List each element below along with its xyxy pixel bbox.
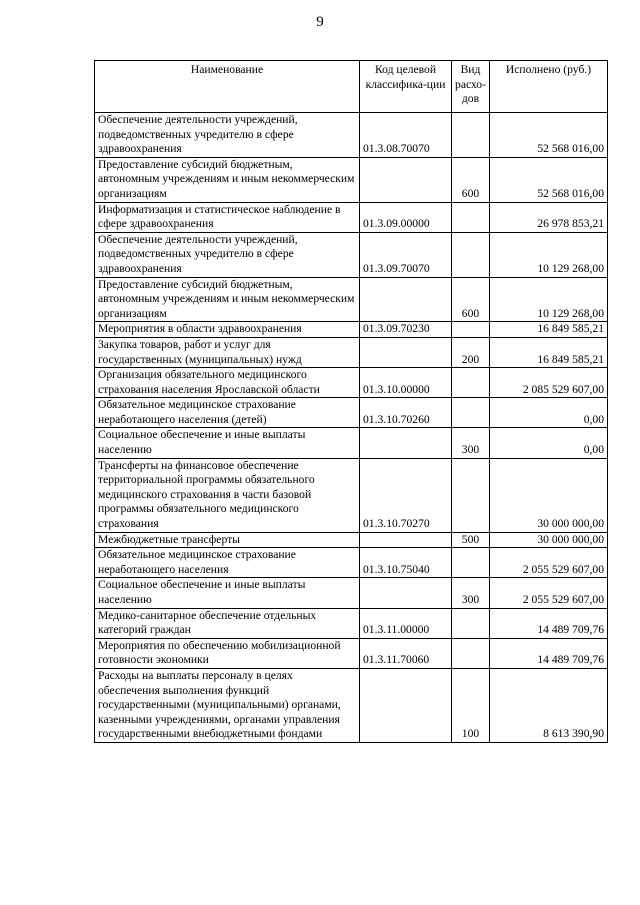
cell-amount: 0,00 <box>490 428 608 458</box>
cell-name: Предоставление субсидий бюджетным, автономным учреждениям и иным некоммерческим организациям <box>95 157 360 202</box>
cell-amount: 0,00 <box>490 398 608 428</box>
cell-code: 01.3.11.00000 <box>360 608 452 638</box>
cell-amount: 16 849 585,21 <box>490 337 608 367</box>
cell-name: Обеспечение деятельности учреждений, подведомственных учредителю в сфере здравоохранения <box>95 232 360 277</box>
cell-code: 01.3.10.75040 <box>360 548 452 578</box>
cell-code: 01.3.11.70060 <box>360 638 452 668</box>
cell-amount: 10 129 268,00 <box>490 277 608 322</box>
cell-name: Социальное обеспечение и иные выплаты населению <box>95 578 360 608</box>
cell-type: 300 <box>452 428 490 458</box>
cell-name: Социальное обеспечение и иные выплаты населению <box>95 428 360 458</box>
cell-amount: 52 568 016,00 <box>490 113 608 158</box>
cell-code: 01.3.10.70260 <box>360 398 452 428</box>
cell-name: Медико-санитарное обеспечение отдельных категорий граждан <box>95 608 360 638</box>
cell-amount: 30 000 000,00 <box>490 458 608 532</box>
table-row <box>95 113 608 158</box>
cell-type <box>452 638 490 668</box>
cell-type <box>452 398 490 428</box>
table-row <box>95 322 608 338</box>
cell-type: 500 <box>452 532 490 548</box>
table-row <box>95 337 608 367</box>
cell-name: Обязательное медицинское страхование неработающего населения (детей) <box>95 398 360 428</box>
cell-amount: 30 000 000,00 <box>490 532 608 548</box>
header-code: Код целевой классифика-ции <box>360 61 452 113</box>
table-row <box>95 532 608 548</box>
cell-type <box>452 322 490 338</box>
cell-name: Информатизация и статистическое наблюдение в сфере здравоохранения <box>95 202 360 232</box>
cell-name: Закупка товаров, работ и услуг для государственных (муниципальных) нужд <box>95 337 360 367</box>
cell-type: 200 <box>452 337 490 367</box>
table-row <box>95 277 608 322</box>
cell-type: 300 <box>452 578 490 608</box>
table-row <box>95 232 608 277</box>
cell-code <box>360 337 452 367</box>
table-row <box>95 548 608 578</box>
cell-amount: 14 489 709,76 <box>490 638 608 668</box>
table-row <box>95 608 608 638</box>
cell-code: 01.3.09.70070 <box>360 232 452 277</box>
header-name: Наименование <box>95 61 360 113</box>
cell-name: Трансферты на финансовое обеспечение территориальной программы обязательного медицинского страхования в части базовой программы обязательного медицинского страхования <box>95 458 360 532</box>
cell-amount: 10 129 268,00 <box>490 232 608 277</box>
cell-amount: 2 085 529 607,00 <box>490 368 608 398</box>
cell-type <box>452 608 490 638</box>
cell-type <box>452 548 490 578</box>
cell-name: Организация обязательного медицинского страхования населения Ярославской области <box>95 368 360 398</box>
table-row <box>95 398 608 428</box>
cell-name: Межбюджетные трансферты <box>95 532 360 548</box>
table-row <box>95 368 608 398</box>
cell-code <box>360 428 452 458</box>
table-row <box>95 202 608 232</box>
cell-code <box>360 277 452 322</box>
cell-amount: 2 055 529 607,00 <box>490 578 608 608</box>
cell-type: 600 <box>452 157 490 202</box>
cell-amount: 2 055 529 607,00 <box>490 548 608 578</box>
cell-amount: 8 613 390,90 <box>490 668 608 742</box>
cell-amount: 16 849 585,21 <box>490 322 608 338</box>
cell-type <box>452 368 490 398</box>
cell-type <box>452 113 490 158</box>
table-row <box>95 668 608 742</box>
page-number: 9 <box>316 14 324 30</box>
cell-name: Мероприятия по обеспечению мобилизационной готовности экономики <box>95 638 360 668</box>
cell-name: Мероприятия в области здравоохранения <box>95 322 360 338</box>
cell-code <box>360 157 452 202</box>
table-row <box>95 638 608 668</box>
cell-amount: 14 489 709,76 <box>490 608 608 638</box>
cell-type: 600 <box>452 277 490 322</box>
table-row <box>95 578 608 608</box>
table-row <box>95 157 608 202</box>
table-row <box>95 458 608 532</box>
table-header-row <box>95 61 608 113</box>
cell-type <box>452 202 490 232</box>
cell-type <box>452 458 490 532</box>
header-amount: Исполнено (руб.) <box>490 61 608 113</box>
cell-code: 01.3.09.00000 <box>360 202 452 232</box>
cell-name: Обеспечение деятельности учреждений, подведомственных учредителю в сфере здравоохранения <box>95 113 360 158</box>
cell-code: 01.3.10.00000 <box>360 368 452 398</box>
cell-code <box>360 668 452 742</box>
cell-amount: 26 978 853,21 <box>490 202 608 232</box>
cell-type <box>452 232 490 277</box>
cell-name: Расходы на выплаты персоналу в целях обеспечения выполнения функций государственными (муниципальными) органами, казенными учреждениями, органами управления государственными внебюджетными фондами <box>95 668 360 742</box>
table-row <box>95 428 608 458</box>
cell-code <box>360 578 452 608</box>
header-type: Вид расхо-дов <box>452 61 490 113</box>
expenditure-table <box>94 60 608 743</box>
cell-name: Обязательное медицинское страхование неработающего населения <box>95 548 360 578</box>
cell-name: Предоставление субсидий бюджетным, автономным учреждениям и иным некоммерческим организациям <box>95 277 360 322</box>
cell-code: 01.3.10.70270 <box>360 458 452 532</box>
cell-code: 01.3.08.70070 <box>360 113 452 158</box>
cell-amount: 52 568 016,00 <box>490 157 608 202</box>
cell-code <box>360 532 452 548</box>
cell-code: 01.3.09.70230 <box>360 322 452 338</box>
cell-type: 100 <box>452 668 490 742</box>
